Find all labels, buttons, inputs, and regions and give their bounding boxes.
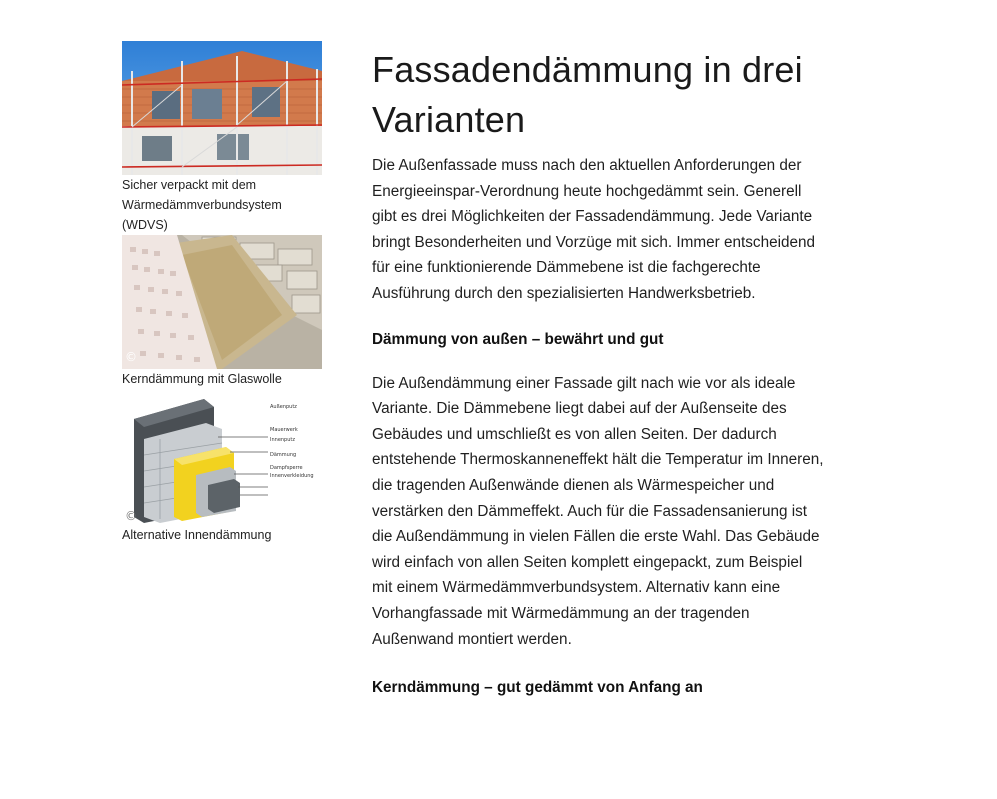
image-sidebar bbox=[122, 41, 322, 545]
diagram-label: Innenverkleidung bbox=[270, 473, 314, 479]
wdvs-photo bbox=[122, 41, 322, 235]
building-scaffold-image bbox=[122, 41, 322, 175]
diagram-label: Außenputz bbox=[270, 404, 297, 410]
innendaemmung-diagram bbox=[122, 399, 322, 545]
diagram-label: Innenputz bbox=[270, 437, 295, 443]
page-title: Fassadendämmung in drei Varianten bbox=[372, 49, 803, 140]
diagram-label: Dämmung bbox=[270, 452, 297, 458]
glass-wool-wall-image bbox=[122, 235, 322, 369]
kerndaemmung-photo bbox=[122, 235, 322, 389]
section-paragraph: Die Außendämmung einer Fassade gilt nach wie vor als ideale Variante. Die Dämmebene liegt dabei auf der Außenseite des Gebäudes und umschließt es von allen Seiten. Der dadurch entstehende Thermoskanneneffekt hält die Temperatur im Inneren, die tragenden Außenwände dienen als Wärmespeicher und verstärken den Dämmeffekt. Auch für die Fassadensanierung ist die Außendämmung in vielen Fällen die erste Wahl. Das Gebäude wird einfach von allen Seiten komplett eingepackt, zum Beispiel mit einem Wärmedämmverbundsystem. Alternativ kann eine Vorhangfassade mit Wärmedämmung an der tragenden Außenwand montiert werden. bbox=[372, 374, 824, 648]
section-heading: Dämmung von außen – bewährt und gut bbox=[372, 330, 664, 348]
copyright-mark: © bbox=[125, 509, 137, 523]
intro-paragraph: Die Außenfassade muss nach den aktuellen Anforderungen der Energieeinspar-Verordnung heute hochgedämmt sein. Generell gibt es drei Möglichkeiten der Fassadendämmung. Jede Variante bringt Besonderheiten und Vorzüge mit sich. Immer entscheidend für eine funktionierende Dämmebene ist die fachgerechte Ausführung durch den spezialisierten Handwerksbetrieb. bbox=[372, 157, 816, 302]
diagram-label: Mauerwerk bbox=[270, 427, 298, 433]
figure-caption: Kerndämmung mit Glaswolle bbox=[122, 372, 282, 386]
section-heading: Kerndämmung – gut gedämmt von Anfang an bbox=[372, 679, 703, 697]
figure-caption: Alternative Innendämmung bbox=[122, 528, 272, 542]
copyright-mark: © bbox=[125, 350, 137, 364]
diagram-label: Dampfsperre bbox=[270, 465, 303, 471]
figure-caption: Sicher verpackt mit dem Wärmedämmverbundsystem (WDVS) bbox=[122, 178, 282, 232]
article bbox=[372, 45, 824, 700]
